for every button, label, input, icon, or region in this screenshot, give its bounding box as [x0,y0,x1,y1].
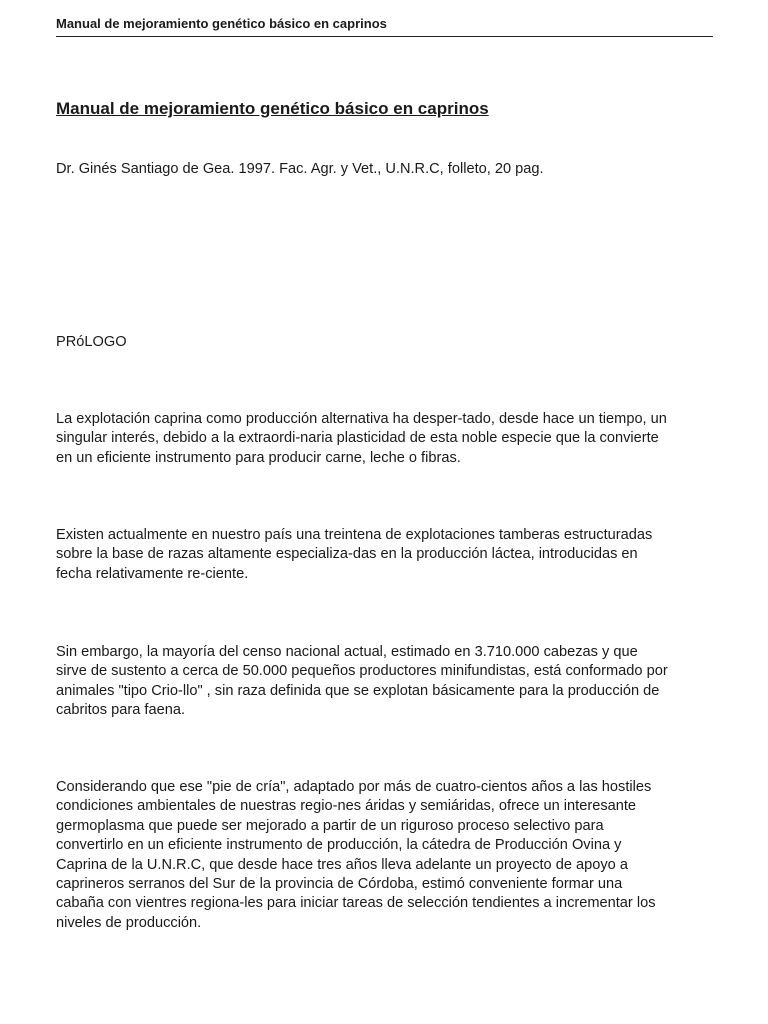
document-title: Manual de mejoramiento genético básico en caprinos [56,99,489,118]
author-citation: Dr. Ginés Santiago de Gea. 1997. Fac. Agr. y Vet., U.N.R.C, folleto, 20 pag. [56,161,544,177]
paragraph-line: cabaña con vientres regiona-les para iniciar tareas de selección tendientes a incrementar los [56,895,656,912]
paragraph-3 [56,643,736,721]
paragraph-line: cabritos para faena. [56,702,185,719]
paragraph-line: sobre la base de razas altamente especializa-das en la producción láctea, introducidas en [56,546,638,563]
paragraph-line: La explotación caprina como producción alternativa ha desper-tado, desde hace un tiempo, un [56,411,667,427]
running-header: Manual de mejoramiento genético básico en caprinos [56,15,713,37]
paragraph-line: animales "tipo Crio-llo" , sin raza definida que se explotan básicamente para la producción de [56,682,660,699]
paragraph-line: singular interés, debido a la extraordi-naria plasticidad de esta noble especie que la convierte [56,430,659,447]
paragraph-2 [56,526,736,584]
paragraph-line: Considerando que ese "pie de cría", adaptado por más de cuatro-cientos años a las hostiles [56,779,652,795]
paragraph-4 [56,778,736,933]
paragraph-line: fecha relativamente re-ciente. [56,565,249,582]
paragraph-line: Caprina de la U.N.R.C, que desde hace tres años lleva adelante un proyecto de apoyo a [56,856,628,873]
paragraph-line: germoplasma que puede ser mejorado a partir de un riguroso proceso selectivo para [56,817,604,834]
paragraph-line: condiciones ambientales de nuestras regio-nes áridas y semiáridas, ofrece un interesante [56,798,637,815]
paragraph-line: Sin embargo, la mayoría del censo nacional actual, estimado en 3.710.000 cabezas y que [56,644,638,660]
paragraph-1 [56,410,736,468]
section-heading-prologo: PRóLOGO [56,334,127,350]
paragraph-line: Existen actualmente en nuestro país una treintena de explotaciones tamberas estructuradas [56,527,653,543]
paragraph-line: niveles de producción. [56,914,202,931]
paragraph-line: caprineros serranos del Sur de la provincia de Córdoba, estimó conveniente formar una [56,876,623,893]
paragraph-line: sirve de sustento a cerca de 50.000 pequeños productores minifundistas, está conformado por [56,663,668,680]
paragraph-line: en un eficiente instrumento para producir carne, leche o fibras. [56,449,461,466]
paragraph-line: convertirlo en un eficiente instrumento de producción, la cátedra de Producción Ovina y [56,837,622,854]
